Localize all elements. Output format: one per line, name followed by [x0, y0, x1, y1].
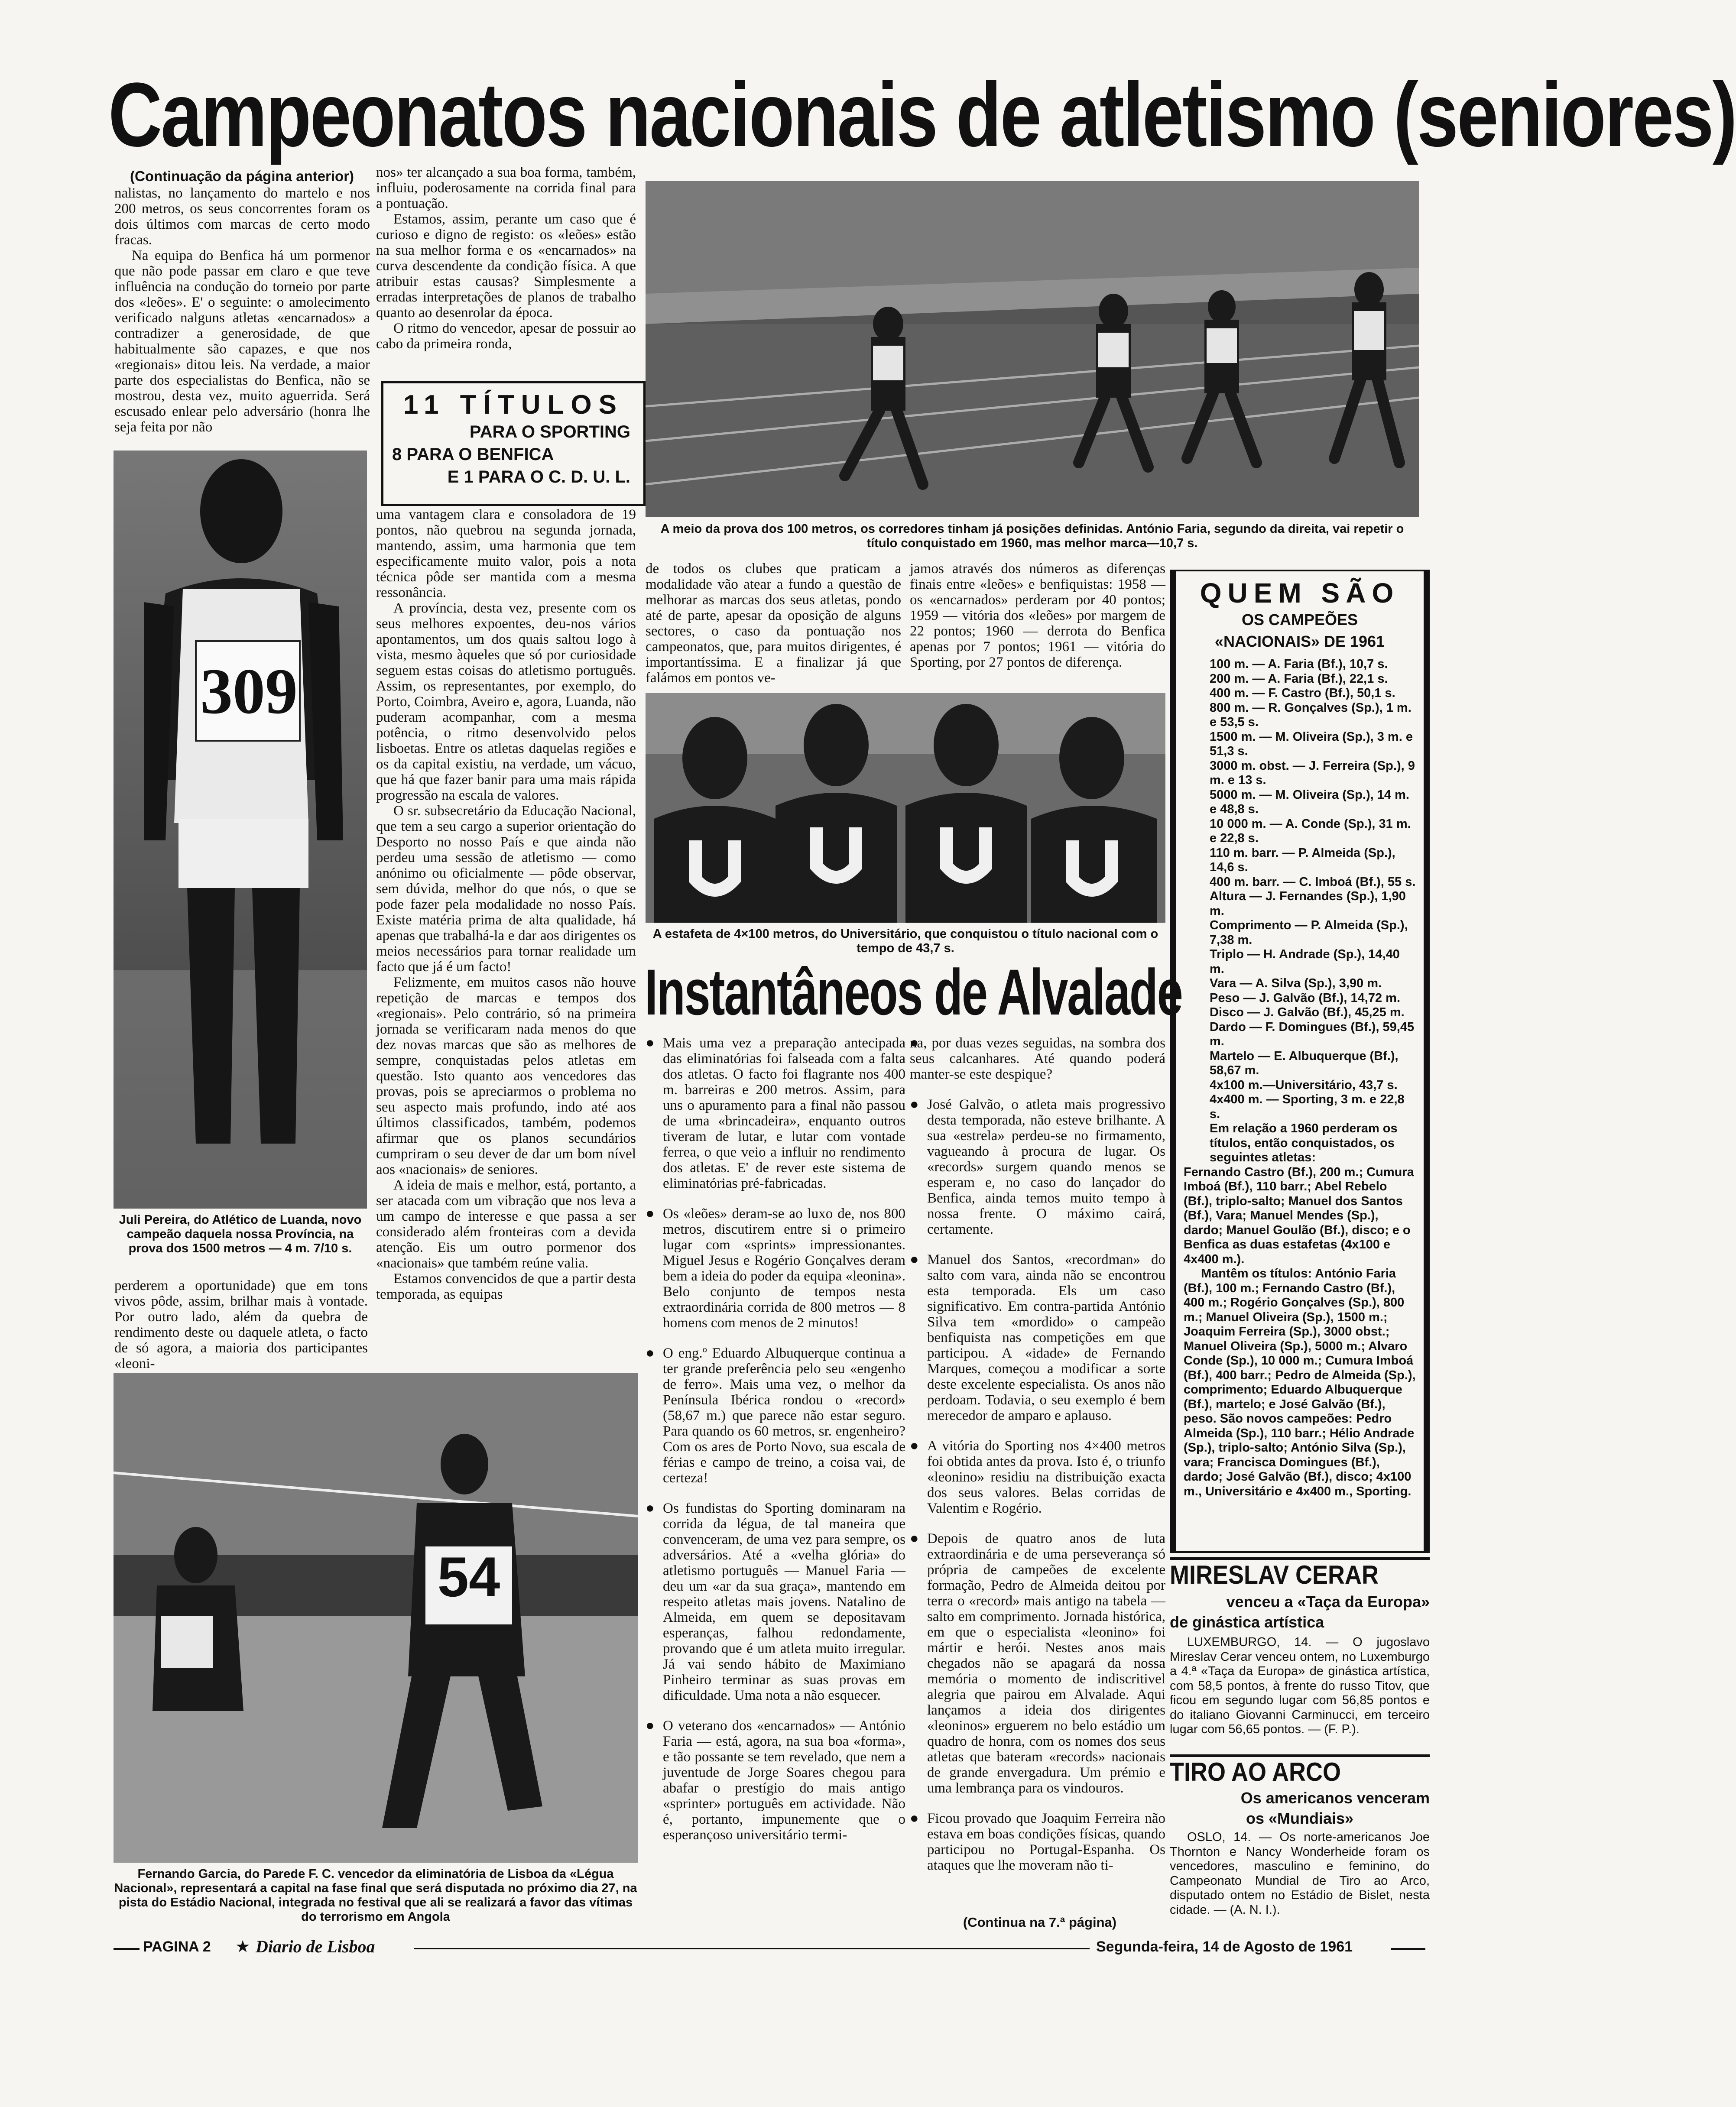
bullet-item: ● Depois de quatro anos de luta extraordinária e de uma perseverança só própria de campeões de excelente formação, Pedro de Almeida deitou por terra o «record» mais antigo na tabela — salto em comprimento. Jornada histórica, em que o especialista «leonino» foi mártir e herói. Nestes anos mais chegados não se apagará da nossa memória o momento de indiscritivel alegria que pairou em Alvalade. Aqui lançamos a ideia dos dirigentes «leoninos» erguerem no belo estádio um quadro de honra, com os nomes dos seus atletas que bateram «records» nacionais de grande envergadura. Um prémio e uma lembrança para os vindouros. — [910, 1531, 1165, 1796]
paragraph: O sr. subsecretário da Educação Nacional, que tem a seu cargo a superior orientação do Desporto no nosso País e que ainda não perdeu uma sessão de atletismo — como anónimo ou oficialmente — pôde observar, sem dúvida, melhor do que nós, o que se pode fazer pela modalidade no nosso País. Existe matéria prima de alta qualidade, há apenas que trabalhá-la e dar aos dirigentes os meios necessários para tornar realidade um facto que já é um facto! — [376, 803, 636, 975]
result-line: Altura — J. Fernandes (Sp.), 1,90 m. — [1210, 889, 1406, 918]
bullet-item: ● Os fundistas do Sporting dominaram na corrida da légua, de tal maneira que convenceram, de uma vez para sempre, os adversários. Até a «velha glória» do atletismo português — Manuel Faria — deu um «ar da sua graça», mantendo em respeito atletas mais jovens. Natalino de Almeida, em quem se depositavam esperanças, falhou redondamente, provando que é um atleta muito irregular. Já vai sendo hábito de Maximiano Pinheiro terminar as suas provas em dificuldade. Uma nota a não esquecer. — [646, 1501, 905, 1703]
titles-box-line4: E 1 PARA O C. D. U. L. — [447, 467, 630, 486]
bib-number: 54 — [437, 1545, 500, 1608]
quem-sao-box — [1170, 570, 1430, 1553]
footer-page: PAGINA 2 — [143, 1938, 211, 1955]
bullet-item: ● O veterano dos «encarnados» — António Faria — está, agora, na sua boa «forma», e tão possante se tem revelado, que nem a juventude de Jorge Soares chegou para abafar o prestígio do mais antigo «sprinter» português em actividade. Não é, portanto, impunemente que o esperançoso universitário termi- — [646, 1718, 905, 1843]
bullet-item: ● O eng.º Eduardo Albuquerque continua a ter grande preferência pelo seu «engenho de ferro». Mais uma vez, o melhor da Península Ibérica rondou o «record» (58,67 m.) que parece não estar seguro. Para quando os 60 metros, sr. engenheiro? Com os ares de Porto Novo, sua escala de férias e campo de treino, a coisa vai, de certeza! — [646, 1345, 905, 1486]
paragraph: nalistas, no lançamento do martelo e nos 200 metros, os seus concorrentes foram os dois últimos com marcas de certo modo fracas. — [114, 185, 370, 248]
result-line: Fernando Castro (Bf.), 200 m.; Cumura Imboá (Bf.), 110 barr.; Abel Rebelo (Bf.), triplo-salto; Manuel dos Santos (Bf.), Vara; Manuel Mendes (Sp.), dardo; Manuel Goulão (Bf.), disco; e o Benfica as duas estafetas (4x100 e 4x400 m.). — [1184, 1165, 1414, 1266]
footer-star-icon: ★ — [236, 1938, 250, 1955]
footer-rule-left — [114, 1948, 140, 1950]
col1-lower-text — [114, 1278, 368, 1371]
photo-runner-309-caption: Juli Pereira, do Atlético de Luanda, novo campeão daquela nossa Província, na prova dos 1500 metros — 4 m. 7/10 s. — [119, 1213, 362, 1255]
result-line: 800 m. — R. Gonçalves (Sp.), 1 m. e 53,5 s. — [1210, 700, 1412, 729]
col2-text — [376, 165, 636, 373]
bullet-item: ● Mais uma vez a preparação antecipada das eliminatórias foi falseada com a falta dos atletas. O facto foi flagrante nos 400 m. barreiras e 200 metros. Assim, para uns o apuramento para a final não passou de uma «brincadeira», enquanto outros tiveram de lutar, e lutar com vontade ferrea, o que veio a influir no rendimento dos atletas. E' de rever este sistema de eliminatórias pré-fabricadas. — [646, 1035, 905, 1191]
section-title: Instantâneos de Alvalade — [645, 956, 1182, 1028]
result-line: Vara — A. Silva (Sp.), 3,90 m. — [1210, 976, 1382, 990]
tiro-subtitle1: Os americanos venceram — [1240, 1789, 1430, 1807]
photo-relay-team-image — [646, 693, 1165, 923]
footer-paper: Diario de Lisboa — [256, 1937, 375, 1956]
photo-relay-team — [646, 693, 1165, 923]
titles-box-line1: 11 TÍTULOS — [403, 390, 623, 420]
quem-sao-body — [1184, 657, 1416, 1499]
paragraph: perderem a oportunidade) que em tons vivos pôde, assim, brilhar mais à vontade. Por outro lado, além da quebra de rendimento deste ou daquele atleta, o facto de só agora, a maioria dos participantes «leoni- — [114, 1278, 368, 1371]
result-line: Dardo — F. Domingues (Bf.), 59,45 m. — [1210, 1020, 1415, 1048]
bib-number: 309 — [200, 655, 298, 727]
photo-100m-race — [646, 181, 1419, 517]
quem-sao-subtitle1: OS CAMPEÕES — [1241, 611, 1358, 629]
result-line: 5000 m. — M. Oliveira (Sp.), 14 m. e 48,8 s. — [1210, 788, 1409, 816]
result-line: 100 m. — A. Faria (Bf.), 10,7 s. — [1210, 657, 1388, 671]
result-line: Em relação a 1960 perderam os títulos, então conquistados, os seguintes atletas: — [1210, 1122, 1398, 1164]
titles-box-line3: 8 PARA O BENFICA — [392, 445, 554, 464]
cerar-subtitle1: venceu a «Taça da Europa» — [1226, 1593, 1430, 1611]
titles-box — [381, 381, 646, 506]
quem-sao-subtitle2: «NACIONAIS» DE 1961 — [1214, 632, 1385, 650]
bullet-item: ● na, por duas vezes seguidas, na sombra dos seus calcanhares. Até quando poderá manter-se este despique? — [910, 1035, 1165, 1082]
paragraph: A ideia de mais e melhor, está, portanto, a ser atacada com um vibração que nos leva a um campo de interesse e que passa a ser considerado além fronteiras com a devida atenção. Eis um outro pormenor dos «nacionais» que também reúne valia. — [376, 1177, 636, 1271]
result-line: Comprimento — P. Almeida (Sp.), 7,38 m. — [1210, 918, 1408, 947]
footer-rule-mid — [414, 1948, 1090, 1949]
result-line: 400 m. — F. Castro (Bf.), 50,1 s. — [1210, 686, 1395, 700]
photo-runner-309 — [114, 451, 367, 1209]
continuation-bottom: (Continua na 7.ª página) — [963, 1915, 1117, 1930]
paragraph: Felizmente, em muitos casos não houve repetição de marcas e tempos dos «regionais». Pelo contrário, só na primeira jornada se verificaram nada menos do que dez novas marcas que são as melhores de sempre, conquistadas pelos atletas em questão. Isto quanto aos vencedores das provas, pois se apreciarmos o problema no seu aspecto mais profundo, indo até aos últimos classificados, também, podemos afirmar que os planos secundários cumpriram o seu dever de dar um bom nível aos «nacionais» de seniores. — [376, 975, 636, 1177]
quem-sao-title: QUEM SÃO — [1200, 577, 1400, 609]
photo-100m-race-caption: A meio da prova dos 100 metros, os corredores tinham já posições definidas. António Faria, segundo da direita, vai repetir o título conquistado em 1960, mas melhor marca—10,7 s. — [660, 522, 1404, 550]
paragraph: de todos os clubes que praticam a modalidade vão atear a fundo a questão de melhorar as marcas dos seus atletas, pondo até de parte, apesar da oposição de alguns sectores, o caso da pontuação nos campeonatos, que, para muitos dirigentes, é importantíssima. E a finalizar já que falámos em pontos ve- — [646, 561, 901, 686]
result-line: 4x400 m. — Sporting, 3 m. e 22,8 s. — [1210, 1092, 1405, 1121]
paragraph: O ritmo do vencedor, apesar de possuir ao cabo da primeira ronda, — [376, 321, 636, 352]
bullets-col-a — [646, 1035, 905, 1945]
paragraph: A província, desta vez, presente com os seus melhores expoentes, deu-nos vários apontamentos, um dos quais saltou logo à vista, mesmo àqueles que só por curiosidade seguem estas coisas do atletismo português. Assim, os representantes, por exemplo, do Porto, Coimbra, Aveiro e, agora, Luanda, não puderam acompanhar, com a mesma potência, o ritmo desenvolvido pelos lisboetas. Entre os atletas daquelas regiões e os da capital existiu, na verdade, um vácuo, que há que fazer banir para uma mais rápida progressão na escala de valores. — [376, 600, 636, 803]
bullet-item: ● Manuel dos Santos, «recordman» do salto com vara, ainda não se encontrou esta temporada. Els um caso significativo. Em contra-partida António Silva tem «mordido» o campeão benfiquista nas competições em que participou. A «idade» de Fernando Marques, começou a modificar a sorte deste excelente especialista. Os anos não perdoam. Todavia, o seu exemplo é bem merecedor de amparo e aplauso. — [910, 1252, 1165, 1423]
paragraph: uma vantagem clara e consoladora de 19 pontos, não quebrou na segunda jornada, mantendo, assim, uma harmonia que tem especificamente muito valor, pois a nota técnica pôde ser mantida com a mesma ressonância. — [376, 507, 636, 600]
tiro-body: OSLO, 14. — Os norte-americanos Joe Thornton e Nancy Wonderheide foram os vencedores, masculino e feminino, do Campeonato Mundial de Tiro ao Arco, disputado ontem no Estádio de Bislet, nesta cidade. — (A. N. I.). — [1170, 1830, 1430, 1917]
mid-text-a — [646, 561, 901, 687]
photo-fernando-garcia-caption: Fernando Garcia, do Parede F. C. vencedor da eliminatória de Lisboa da «Légua Nacional», representará a capital na fase final que será disputada no próximo dia 27, na pista do Estádio Nacional, integrada no festival que ali se realizará a favor das vítimas do terrorismo em Angola — [114, 1867, 637, 1924]
paragraph: Na equipa do Benfica há um pormenor que não pode passar em claro e que teve influência na condução do torneio por parte dos «leões». E' o seguinte: o amolecimento verificado nalguns atletas «encarnados» a contradizer a generosidade, de que habitualmente são capazes, e que nos «regionais» ditou leis. Na verdade, a maior parte dos especialistas do Benfica, não se mostrou, desta vez, muito aguerrida. Será escusado enlear pelo adversário (honra lhe seja feita por não — [114, 248, 370, 435]
continuation-note: (Continuação da página anterior) — [130, 168, 354, 184]
cerar-body: LUXEMBURGO, 14. — O jugoslavo Mireslav Cerar venceu ontem, no Luxemburgo a 4.ª «Taça da Europa» de ginástica artística, com 58,5 pontos, à frente do russo Titov, que ficou em segundo lugar com 56,85 pontos e do italiano Giovanni Carminucci, em terceiro lugar com 56,65 pontos. — (F. P.). — [1170, 1635, 1430, 1736]
footer-rule-right — [1391, 1948, 1425, 1950]
result-line: 3000 m. obst. — J. Ferreira (Sp.), 9 m. e 13 s. — [1210, 759, 1415, 787]
result-line: 400 m. barr. — C. Imboá (Bf.), 55 s. — [1210, 875, 1416, 889]
photo-fernando-garcia — [114, 1373, 638, 1863]
paragraph: jamos através dos números as diferenças finais entre «leões» e benfiquistas: 1958 — os «encarnados» perderam por 40 pontos; 1959 — vitória dos «leões» por margem de 22 pontos; 1960 — derrota do Benfica apenas por 7 pontos; 1961 — vitória do Sporting, por 27 pontos de diferença. — [910, 561, 1165, 670]
mid-text-b — [910, 561, 1165, 687]
paragraph: Estamos, assim, perante um caso que é curioso e digno de registo: os «leões» estão na sua melhor forma e os «encarnados» na curva descendente da condição física. A que atribuir estas causas? Simplesmente a erradas interpretações de planos de trabalho quanto ao desenrolar da época. — [376, 211, 636, 321]
result-line: 4x100 m.—Universitário, 43,7 s. — [1210, 1078, 1398, 1092]
result-line: 1500 m. — M. Oliveira (Sp.), 3 m. e 51,3 s. — [1210, 729, 1413, 758]
result-line: Triplo — H. Andrade (Sp.), 14,40 m. — [1210, 947, 1400, 976]
tiro-title: TIRO AO ARCO — [1170, 1757, 1341, 1786]
cerar-title: MIRESLAV CERAR — [1170, 1560, 1379, 1589]
photo-fernando-garcia-image — [114, 1373, 638, 1863]
bullets-col-b — [910, 1035, 1165, 1902]
cerar-subtitle2: de ginástica artística — [1170, 1613, 1324, 1631]
col2-lower-text — [376, 507, 636, 1360]
bullet-item: ● José Galvão, o atleta mais progressivo desta temporada, não esteve brilhante. A sua «estrela» perdeu-se no firmamento, vagueando à procura de lugar. Os «records» surgem quando menos se esperam e, no caso do lançador do Benfica, ainda temos muito tempo à nossa frente. O máximo cairá, certamente. — [910, 1097, 1165, 1237]
photo-runner-309-image — [114, 451, 367, 1209]
footer-date: Segunda-feira, 14 de Agosto de 1961 — [1096, 1938, 1353, 1955]
paragraph: Estamos convencidos de que a partir desta temporada, as equipas — [376, 1271, 636, 1302]
bullet-item: ● A vitória do Sporting nos 4×400 metros foi obtida antes da prova. Isto é, o triunfo «leonino» residiu na distribuição exacta dos seus valores. Belas corridas de Valentim e Rogério. — [910, 1438, 1165, 1516]
tiro-subtitle2: os «Mundiais» — [1246, 1809, 1354, 1827]
paragraph: nos» ter alcançado a sua boa forma, também, influiu, poderosamente na corrida final para a pontuação. — [376, 165, 636, 211]
bullet-item: ● Ficou provado que Joaquim Ferreira não estava em boas condições físicas, quando participou no Portugal-Espanha. Os ataques que lhe moveram não ti- — [910, 1811, 1165, 1873]
result-line: Martelo — E. Albuquerque (Bf.), 58,67 m. — [1210, 1049, 1399, 1077]
photo-relay-team-caption: A estafeta de 4×100 metros, do Universitário, que conquistou o título nacional com o tempo de 43,7 s. — [652, 927, 1158, 955]
result-line: 110 m. barr. — P. Almeida (Sp.), 14,6 s. — [1210, 846, 1395, 874]
result-line: Mantêm os títulos: António Faria (Bf.), 100 m.; Fernando Castro (Bf.), 400 m.; Rogério Gonçalves (Sp.), 800 m.; Manuel Oliveira (Sp.), 1500 m.; Joaquim Ferreira (Sp.), 3000 obst.; Manuel Oliveira (Sp.), 5000 m.; Alvaro Conde (Sp.), 10 000 m.; Cumura Imboá (Bf.), 400 barr.; Pedro de Almeida (Sp.), comprimento; Eduardo Albuquerque (Bf.), martelo; e José Galvão (Bf.), peso. São novos campeões: Pedro Almeida (Sp.), 110 barr.; Hélio Andrade (Sp.), triplo-salto; António Silva (Sp.), vara; Francisca Domingues (Bf.), dardo; José Galvão (Bf.), disco; 4x100 m., Universitário e 4x400 m., Sporting. — [1184, 1267, 1416, 1498]
bullet-item: ● Os «leões» deram-se ao luxo de, nos 800 metros, discutirem entre si o primeiro lugar com «sprints» impressionantes. Miguel Jesus e Rogério Gonçalves deram bem a ideia do poder da equipa «leonina». Belo conjunto de tempos nesta extraordinária corrida de 800 metros — 8 homens com menos de 2 minutos! — [646, 1206, 905, 1331]
result-line: Peso — J. Galvão (Bf.), 14,72 m. — [1210, 991, 1400, 1005]
result-line: 200 m. — A. Faria (Bf.), 22,1 s. — [1210, 671, 1388, 686]
photo-100m-race-image — [646, 181, 1419, 517]
headline: Campeonatos nacionais de atletismo (seniores) — [108, 64, 1736, 165]
titles-box-line2: PARA O SPORTING — [469, 422, 630, 441]
col1-text — [114, 185, 370, 441]
result-line: 10 000 m. — A. Conde (Sp.), 31 m. e 22,8 s. — [1210, 817, 1411, 845]
result-line: Disco — J. Galvão (Bf.), 45,25 m. — [1210, 1005, 1405, 1019]
